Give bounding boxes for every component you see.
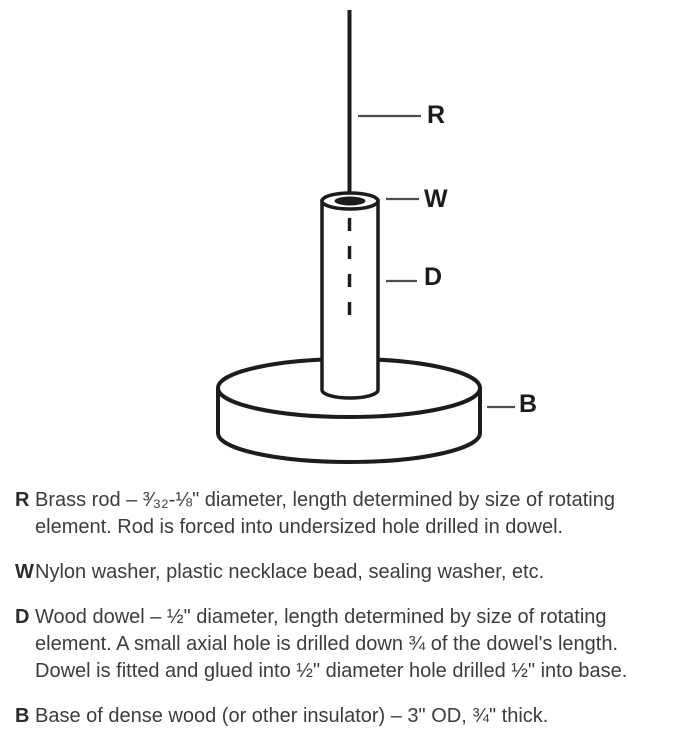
legend-line: element. A small axial hole is drilled down ¾ of the dowel's length. (35, 633, 619, 655)
legend-entry-b (15, 703, 690, 730)
legend-text-b (35, 703, 690, 730)
label-w: W (424, 185, 449, 213)
label-d: D (424, 263, 443, 291)
legend-entry-r (15, 487, 690, 541)
legend-line: element. Rod is forced into undersized hole drilled in dowel. (35, 516, 564, 538)
label-r: R (427, 101, 446, 129)
legend-line: Brass rod – ³⁄₃₂-⅛" diameter, length determined by size of rotating (35, 489, 615, 511)
label-b: B (519, 390, 538, 418)
legend-key-d: D (15, 606, 30, 628)
legend-key-b: B (15, 705, 30, 727)
legend-text-d (35, 604, 690, 685)
legend-text-w (35, 559, 690, 586)
legend-text-r (35, 487, 690, 541)
legend-entry-d (15, 604, 690, 685)
legend-key-r: R (15, 489, 30, 511)
washer-hole (335, 197, 366, 206)
legend-line: Dowel is fitted and glued into ½" diameter hole drilled ½" into base. (35, 660, 628, 682)
legend-entry-w (15, 559, 690, 586)
legend-line: Wood dowel – ½" diameter, length determined by size of rotating (35, 606, 607, 628)
legend-key-w: W (15, 561, 34, 583)
legend (15, 487, 690, 733)
legend-line: Base of dense wood (or other insulator) – 3" OD, ¾" thick. (35, 705, 549, 727)
legend-line: Nylon washer, plastic necklace bead, sealing washer, etc. (35, 561, 545, 583)
